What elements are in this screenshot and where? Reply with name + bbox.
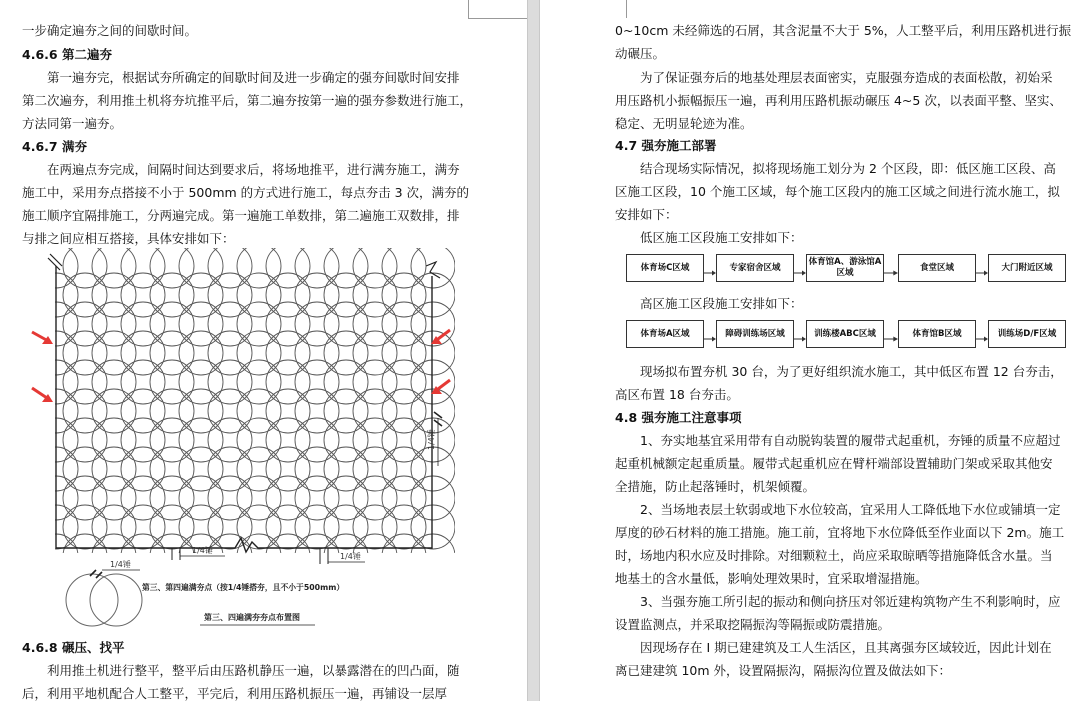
tamping-point-circle [266,534,310,578]
quarter-hammer-label: 1/4锤 [192,546,213,555]
paragraph-line: 地基土的含水量低，影响处理效果时，宜采取增湿措施。 [615,571,928,586]
tamping-point-circle [353,389,397,433]
tamping-point-circle [295,389,339,433]
boundary-break-mark [426,262,440,278]
tamping-point-circle [121,447,165,491]
tamping-point-circle [63,248,107,288]
tamping-point-circle [179,331,223,375]
tamping-point-circle [295,505,339,549]
tamping-point-circle [92,505,136,549]
tamping-point-circle [324,248,368,288]
paragraph-line: 高区布置 18 台夯击。 [615,387,739,402]
tamping-point-circle [266,476,310,520]
tamping-point-circle [150,505,194,549]
flow-step-box: 训练楼ABC区域 [806,320,884,348]
tamping-point-circle [411,331,455,375]
tamping-point-circle [208,389,252,433]
flow-step-box: 专家宿舍区域 [716,254,794,282]
tamping-point-circle [150,331,194,375]
tamping-point-circle [237,534,281,578]
flow-step-box: 障碍训练场区域 [716,320,794,348]
tamping-point-circle [237,476,281,520]
tamping-point-circle [295,418,339,462]
paragraph-line: 区施工区段，10 个施工区域，每个施工区段内的施工区域之间进行流水施工，拟 [615,184,1060,199]
quarter-hammer-label: 1/4锤 [340,552,361,561]
tamping-point-circle [382,534,426,578]
tamping-point-circle [411,447,455,491]
paragraph-line: 稳定、无明显轮迹为准。 [615,116,753,131]
tamping-point-circle [237,273,281,317]
tamping-point-circle [295,534,339,578]
tamping-point-circle [237,389,281,433]
paragraph-line: 设置监测点，并采取挖隔振沟等隔振或防震措施。 [615,617,891,632]
tamping-point-circle [295,302,339,346]
tamping-point-circle [353,331,397,375]
tamping-point-circle [295,331,339,375]
tamping-point-circle [324,360,368,404]
tamping-point-circle [208,302,252,346]
paragraph-line: 起重机械额定起重质量。履带式起重机应在臂杆端部设置辅助门架或采取其他安 [615,456,1053,471]
document-page-left [0,0,527,701]
tamping-point-circle [63,302,107,346]
tamping-point-circle [179,360,223,404]
tamping-point-circle [179,273,223,317]
flow-step-box: 体育场A区域 [626,320,704,348]
tamping-point-circle [121,418,165,462]
tamping-point-circle [382,418,426,462]
paragraph-line: 方法同第一遍夯。 [22,116,123,131]
quarter-hammer-label: 1/4锤 [110,560,131,569]
tamping-point-circle [92,273,136,317]
tamping-point-circle [266,273,310,317]
heading-4-6-8: 4.6.8 碾压、找平 [22,640,125,655]
tamping-point-circle [121,505,165,549]
paragraph-line: 动碾压。 [615,46,666,61]
tamping-point-circle [150,476,194,520]
arrow-right-icon [704,263,716,273]
tamping-point-circle [353,360,397,404]
page-corner-mark [468,0,527,19]
tamping-point-circle [266,302,310,346]
tamping-point-circle [237,248,281,288]
tamping-point-circle [266,505,310,549]
paragraph-line: 后，利用平地机配合人工整平，平完后，利用压路机振压一遍，再铺设一层厚 [22,686,448,701]
tamping-point-circle [150,360,194,404]
tamping-point-circle [179,476,223,520]
tamping-point-circle [121,534,165,578]
tamping-point-circle [208,248,252,288]
tamping-point-circle [411,476,455,520]
arrow-right-icon [884,263,898,273]
page-corner-mark [626,0,627,18]
tamping-point-circle [150,273,194,317]
paragraph-line: 2、当场地表层土软弱或地下水位较高，宜采用人工降低地下水位或铺填一定 [640,502,1061,517]
tamping-point-circle [150,389,194,433]
tamping-point-circle [179,302,223,346]
figure-caption: 第三、四遍满夯夯点布置图 [204,613,300,622]
arrow-right-icon [794,329,806,339]
tamping-point-circle [92,331,136,375]
tamping-point-circle [295,360,339,404]
tamping-point-circle [382,505,426,549]
tamping-point-circle [237,505,281,549]
tamping-point-circle [324,331,368,375]
tamping-point-circle [266,447,310,491]
flow-step-box: 体育场C区域 [626,254,704,282]
tamping-point-circle [411,302,455,346]
tamping-point-circle [121,476,165,520]
tamping-point-circle [353,302,397,346]
tamping-point-circle [324,476,368,520]
tamping-point-circle [266,360,310,404]
tamping-point-circle [121,389,165,433]
tamping-point-circle [237,418,281,462]
heading-4-7: 4.7 强夯施工部署 [615,138,717,153]
tamping-circle-grid [34,248,455,578]
paragraph-line: 与排之间应相互搭接，具体安排如下： [22,231,235,246]
tamping-point-circle [208,505,252,549]
tamping-point-circle [353,248,397,288]
tamping-point-circle [295,476,339,520]
tamping-point-circle [63,476,107,520]
tamping-point-circle [266,331,310,375]
tamping-point-circle [150,447,194,491]
tamping-point-circle [382,447,426,491]
paragraph-line: 时，场地内积水应及时排除。对细颗粒土，尚应采取晾晒等措施降低含水量。当 [615,548,1053,563]
paragraph-line: 施工顺序宜隔排施工，分两遍完成。第一遍施工单数排，第二遍施工双数排，排 [22,208,460,223]
heading-4-6-7: 4.6.7 满夯 [22,139,87,154]
tamping-point-circle [353,447,397,491]
tamping-point-circle [63,331,107,375]
arrow-right-icon [704,329,716,339]
tamping-point-circle [92,302,136,346]
heading-4-6-6: 4.6.6 第二遍夯 [22,47,112,62]
document-page-right [540,0,1080,701]
paragraph-line: 3、当强夯施工所引起的振动和侧向挤压对邻近建构筑物产生不利影响时，应 [640,594,1061,609]
tamping-point-circle [324,302,368,346]
tamping-point-circle [179,418,223,462]
tamping-point-circle [324,418,368,462]
tamping-point-circle [92,476,136,520]
paragraph-line: 在两遍点夯完成，间隔时间达到要求后，将场地推平，进行满夯施工，满夯 [47,162,460,177]
arrow-right-icon [884,329,898,339]
tamping-layout-diagram [20,248,460,633]
tamping-point-circle [92,248,136,288]
paragraph-line: 一步确定遍夯之间的间歇时间。 [22,23,198,38]
tamping-point-circle [237,331,281,375]
tamping-point-circle [382,331,426,375]
tamping-point-circle [411,273,455,317]
tamping-point-circle [179,248,223,288]
tamping-point-circle [121,248,165,288]
tamping-point-circle [121,273,165,317]
tamping-point-circle [63,534,107,578]
paragraph-line: 第二次遍夯，利用推土机将夯坑推平后，第二遍夯按第一遍的强夯参数进行施工， [22,93,473,108]
arrow-right-icon [794,263,806,273]
tamping-point-circle [295,248,339,288]
tamping-point-circle [324,447,368,491]
paragraph-line: 离已建建筑 10m 外，设置隔振沟，隔振沟位置及做法如下： [615,663,952,678]
tamping-point-circle [382,389,426,433]
tamping-point-circle [411,534,455,578]
flow-step-box: 食堂区域 [898,254,976,282]
tamping-point-circle [179,389,223,433]
tamping-point-circle [92,389,136,433]
tamping-point-circle [63,418,107,462]
tamping-point-circle [121,302,165,346]
legend-circle [66,574,118,626]
tamping-point-circle [179,505,223,549]
tamping-point-circle [92,360,136,404]
boundary-break-mark [48,254,62,270]
tamping-point-circle [353,418,397,462]
tamping-point-circle [121,331,165,375]
tamping-point-circle [324,505,368,549]
tamping-point-circle [150,248,194,288]
paragraph-line: 第一遍夯完，根据试夯所确定的间歇时间及进一步确定的强夯间歇时间安排 [47,70,460,85]
paragraph-line: 因现场存在 I 期已建建筑及工人生活区，且其离强夯区域较近，因此计划在 [640,640,1052,655]
arrow-right-icon [976,329,988,339]
tamping-point-circle [92,447,136,491]
paragraph-line: 现场拟布置夯机 30 台，为了更好组织流水施工，其中低区布置 12 台夯击， [640,364,1063,379]
tamping-point-circle [150,302,194,346]
paragraph-line: 施工中，采用夯点搭接不小于 500mm 的方式进行施工，每点夯击 3 次，满夯的 [22,185,470,200]
tamping-point-circle [382,476,426,520]
flow-step-box: 体育馆A、游泳馆A区域 [806,254,884,282]
flow-step-box: 体育馆B区域 [898,320,976,348]
tamping-point-circle [324,273,368,317]
tamping-point-circle [208,418,252,462]
tamping-point-circle [63,273,107,317]
tamping-point-circle [208,476,252,520]
paragraph-line: 1、夯实地基宜采用带有自动脱钩装置的履带式起重机，夯锤的质量不应超过 [640,433,1061,448]
tamping-point-circle [150,418,194,462]
tamping-point-circle [353,505,397,549]
tamping-point-circle [63,389,107,433]
paragraph-line: 厚度的砂石材料的施工措施。施工前，宜将地下水位降低至作业面以下 2m。施工 [615,525,1065,540]
quarter-hammer-label: 1/4锤 [427,429,436,450]
legend-circle [90,574,142,626]
paragraph-line: 为了保证强夯后的地基处理层表面密实，克服强夯造成的表面松散，初始采 [640,70,1053,85]
site-boundary [56,266,432,552]
heading-4-8: 4.8 强夯施工注意事项 [615,410,742,425]
tamping-point-circle [266,389,310,433]
tamping-point-circle [266,248,310,288]
tamping-point-circle [382,302,426,346]
tamping-point-circle [63,505,107,549]
arrow-right-icon [976,263,988,273]
page-gutter [527,0,540,701]
tamping-point-circle [92,418,136,462]
tamping-point-circle [237,447,281,491]
tamping-point-circle [382,360,426,404]
tamping-point-circle [208,331,252,375]
flow-step-box: 训练场D/F区域 [988,320,1066,348]
tamping-point-circle [121,360,165,404]
paragraph-line: 结合现场实际情况，拟将现场施工划分为 2 个区段，即：低区施工区段、高 [640,161,1056,176]
high-zone-title: 高区施工区段施工安排如下： [640,296,803,311]
legend-text: 第三、第四遍满夯点（按1/4锤搭夯，且不小于500mm） [142,583,345,592]
tamping-point-circle [324,389,368,433]
paragraph-line: 利用推土机进行整平，整平后由压路机静压一遍，以暴露潜在的凹凸面，随 [47,663,460,678]
tamping-point-circle [63,360,107,404]
tamping-point-circle [353,273,397,317]
paragraph-line: 安排如下： [615,207,678,222]
tamping-point-circle [411,505,455,549]
tamping-point-circle [63,447,107,491]
tamping-point-circle [295,447,339,491]
paragraph-line: 0~10cm 未经筛选的石屑，其含泥量不大于 5%，人工整平后，利用压路机进行振 [615,23,1072,38]
tamping-point-circle [353,476,397,520]
flow-step-box: 大门附近区域 [988,254,1066,282]
tamping-point-circle [382,273,426,317]
tamping-point-circle [208,360,252,404]
paragraph-line: 用压路机小振幅振压一遍，再利用压路机振动碾压 4~5 次，以表面平整、坚实、 [615,93,1062,108]
tamping-point-circle [266,418,310,462]
tamping-point-circle [208,273,252,317]
tamping-point-circle [237,302,281,346]
low-zone-title: 低区施工区段施工安排如下： [640,230,803,245]
tamping-point-circle [411,389,455,433]
tamping-point-circle [208,447,252,491]
tamping-point-circle [382,248,426,288]
tamping-point-circle [179,447,223,491]
tamping-point-circle [237,360,281,404]
tamping-point-circle [295,273,339,317]
tamping-point-circle [92,534,136,578]
paragraph-line: 全措施，防止起落锤时，机架倾覆。 [615,479,816,494]
